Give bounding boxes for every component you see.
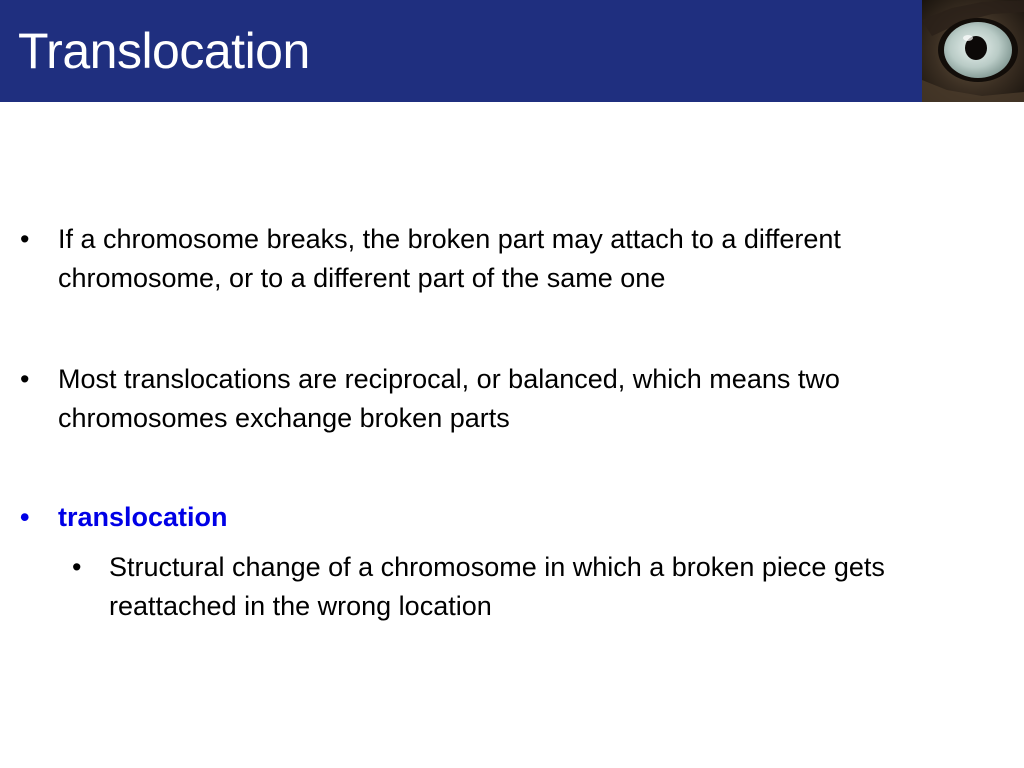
sub-bullet-item [72,548,972,626]
bullet-item [20,360,1000,438]
bullet-marker: • [20,364,30,394]
bullet-text: Most translocations are reciprocal, or balanced, which means two chromosomes exchange broken parts [58,364,840,433]
term-definition: Structural change of a chromosome in which a broken piece gets reattached in the wrong location [109,552,885,621]
slide-title: Translocation [18,23,310,79]
bullet-text: If a chromosome breaks, the broken part may attach to a different chromosome, or to a different part of the same one [58,224,841,293]
bullet-marker: • [72,552,82,582]
bullet-marker: • [20,502,30,532]
bullet-item [20,220,980,298]
bullet-item-term [20,498,980,537]
term-label: translocation [58,502,228,532]
bullet-marker: • [20,224,30,254]
